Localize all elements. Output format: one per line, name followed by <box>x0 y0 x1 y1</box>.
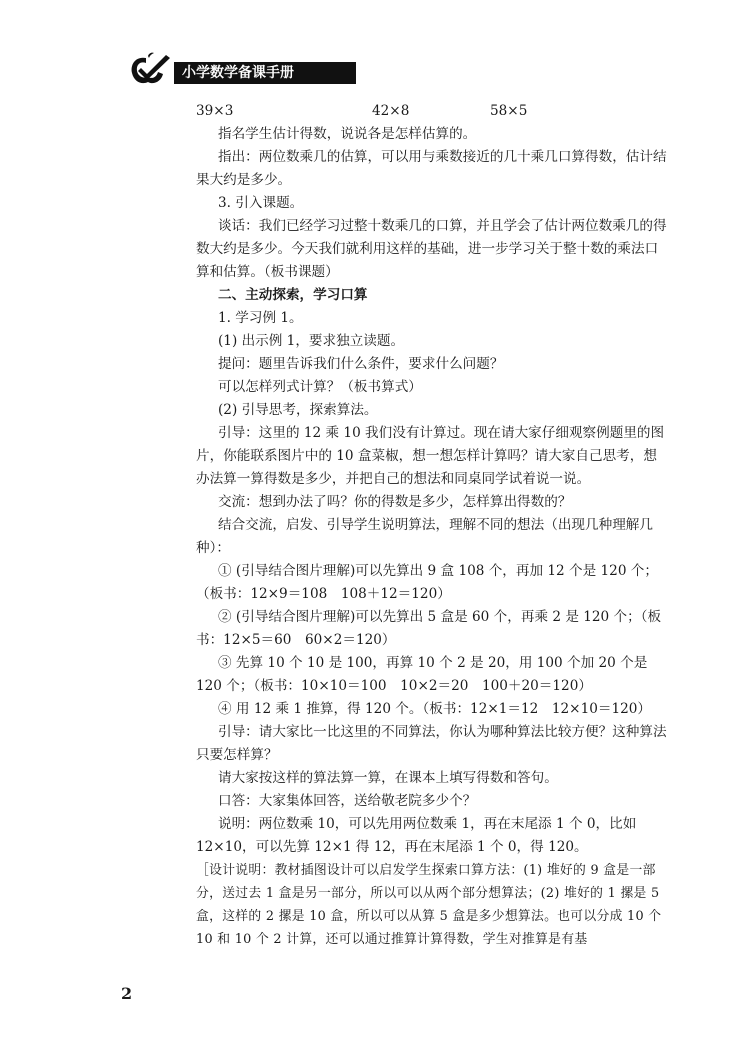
paragraph: 结合交流，启发、引导学生说明算法，理解不同的想法（出现几种理解几种）： <box>196 517 653 556</box>
paragraph: 引导：这里的 12 乘 10 我们没有计算过。现在请大家仔细观察例题里的图片，你能联系图片中的 10 盒菜椒，想一想怎样计算吗？请大家自己思考，想办法算一算得数是多少，并把自己的想法和同桌同学试着说一说。 <box>196 425 665 487</box>
paragraph: 提问：题里告诉我们什么条件，要求什么问题？ <box>218 356 504 372</box>
paragraph: (2) 引导思考，探索算法。 <box>218 402 378 418</box>
formula-row <box>196 100 670 123</box>
paragraph: ③ 先算 10 个 10 是 100，再算 10 个 2 是 20，用 100 个加 20 个是 120 个；（板书：10×10＝100 10×2＝20 100＋20＝120） <box>196 655 648 694</box>
paragraph: 1. 学习例 1。 <box>218 310 303 326</box>
paragraph-list <box>196 123 670 951</box>
paragraph: 可以怎样列式计算？（板书算式） <box>218 379 422 395</box>
apple-check-logo-icon <box>128 52 172 86</box>
formula-item: 58×5 <box>490 103 528 119</box>
paragraph: ① (引导结合图片理解)可以先算出 9 盒 108 个，再加 12 个是 120 个；（板书：12×9＝108 108＋12＝120） <box>196 563 658 602</box>
paragraph: 引导：请大家比一比这里的不同算法，你认为哪种算法比较方便？这种算法只要怎样算？ <box>196 724 667 763</box>
paragraph: 指名学生估计得数，说说各是怎样估算的。 <box>218 126 477 142</box>
paragraph: 3. 引入课题。 <box>218 195 304 211</box>
formula-item: 42×8 <box>372 103 410 119</box>
design-note: ［设计说明：教材插图设计可以启发学生探索口算方法：(1) 堆好的 9 盒是一部分，送过去 1 盒是另一部分，所以可以从两个部分想算法；(2) 堆好的 1 摞是 5 盒，这样的 2 摞是 10 盒，所以可以从算 5 盒是多少想算法。也可以分成 10 个 10 和 10 个 2 计算，还可以通过推算计算得数，学生对推算是有基 <box>196 863 662 947</box>
header-title: 小学数学备课手册 <box>174 62 356 84</box>
formula-item: 39×3 <box>196 103 234 119</box>
paragraph: 指出：两位数乘几的估算，可以用与乘数接近的几十乘几口算得数，估计结果大约是多少。 <box>196 149 667 188</box>
paragraph: 交流：想到办法了吗？你的得数是多少，怎样算出得数的？ <box>218 494 572 510</box>
paragraph: ④ 用 12 乘 1 推算，得 120 个。（板书：12×1＝12 12×10＝120） <box>218 701 651 717</box>
paragraph: 说明：两位数乘 10，可以先用两位数乘 1，再在末尾添 1 个 0，比如 12×10，可以先算 12×1 得 12，再在末尾添 1 个 0，得 120。 <box>196 816 637 855</box>
paragraph: 请大家按这样的算法算一算，在课本上填写得数和答句。 <box>218 770 558 786</box>
document-body <box>196 100 670 951</box>
paragraph: ② (引导结合图片理解)可以先算出 5 盒是 60 个，再乘 2 是 120 个；（板书：12×5＝60 60×2＝120） <box>196 609 662 648</box>
section-heading: 二、主动探索，学习口算 <box>218 287 368 303</box>
paragraph: (1) 出示例 1，要求独立读题。 <box>218 333 405 349</box>
paragraph: 口答：大家集体回答，送给敬老院多少个？ <box>218 793 477 809</box>
page-number: 2 <box>121 984 133 1003</box>
paragraph: 谈话：我们已经学习过整十数乘几的口算，并且学会了估计两位数乘几的得数大约是多少。今天我们就利用这样的基础，进一步学习关于整十数的乘法口算和估算。（板书课题） <box>196 218 667 280</box>
